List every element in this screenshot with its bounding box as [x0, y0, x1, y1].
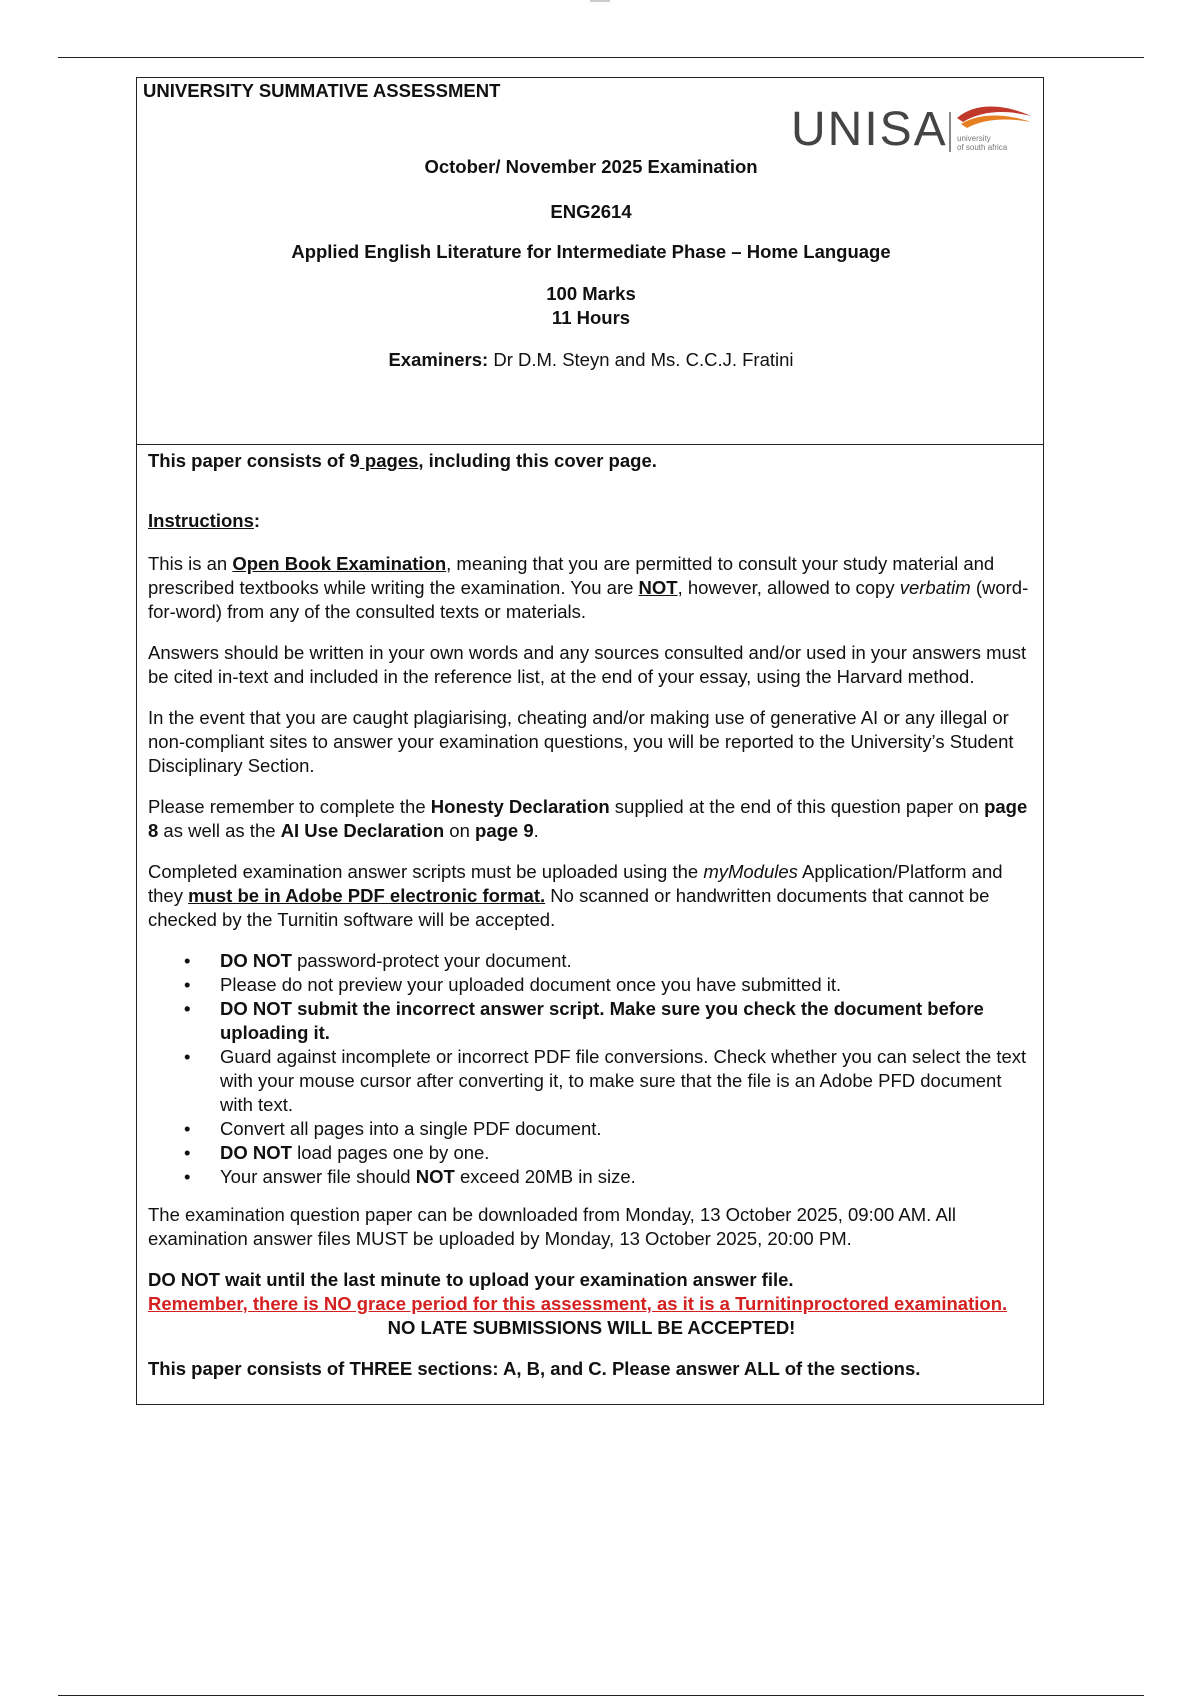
ai-declaration-term: AI Use Declaration	[280, 820, 445, 841]
p5-text-b: Application/Platform and they	[148, 861, 1003, 906]
examiners-names: Dr D.M. Steyn and Ms. C.C.J. Fratini	[488, 349, 794, 370]
not-emphasis: NOT	[638, 577, 678, 598]
unisa-logo	[791, 104, 1029, 156]
p5-text-a: Completed examination answer scripts must be uploaded using the	[148, 861, 704, 882]
p1-text-d: (word-for-word) from any of the consulted texts or materials.	[148, 577, 1029, 622]
list-item: • Please do not preview your uploaded document once you have submitted it.	[220, 973, 1035, 997]
b6-rest: load pages one by one.	[291, 1142, 490, 1163]
total-marks: 100 Marks	[546, 283, 636, 304]
page-top-mark	[590, 0, 610, 2]
list-item	[220, 1165, 1035, 1189]
module-code: ENG2614	[550, 201, 632, 222]
b7-a: Your answer file should	[220, 1166, 416, 1187]
b7-bold: NOT	[415, 1166, 455, 1187]
p4-text-c: as well as the	[158, 820, 281, 841]
page-8-ref: page 8	[148, 796, 1028, 841]
b1-rest: password-protect your document.	[291, 950, 572, 971]
logo-wordmark: UNISA	[791, 103, 948, 156]
p4-text-a: Please remember to complete the	[148, 796, 431, 817]
examiners	[137, 349, 1045, 371]
grace-period-warning: Remember, there is NO grace period for this assessment, as it is a Turnitinproctored examination.	[148, 1293, 1008, 1314]
b6-bold: DO NOT	[220, 1142, 292, 1163]
declaration-paragraph	[148, 795, 1035, 843]
p5-text-c: No scanned or handwritten documents that cannot be checked by the Turnitin software will be accepted.	[148, 885, 990, 930]
list-item: • Convert all pages into a single PDF document.	[220, 1117, 1035, 1141]
examiners-label: Examiners:	[388, 349, 489, 370]
p4-text-e: .	[533, 820, 539, 841]
footer-rule	[58, 1695, 1144, 1696]
logo-sub-line-1: university	[957, 134, 991, 143]
cover-sheet	[136, 77, 1044, 1405]
list-item	[220, 1141, 1035, 1165]
page-9-ref: page 9	[475, 820, 534, 841]
pdf-requirement: must be in Adobe PDF electronic format.	[188, 885, 546, 906]
warning-paragraph	[148, 1268, 1035, 1316]
list-item: • DO NOT submit the incorrect answer script. Make sure you check the document before uploading it.	[220, 997, 1035, 1045]
late-submission-notice: NO LATE SUBMISSIONS WILL BE ACCEPTED!	[387, 1317, 796, 1338]
page-count-suffix: , including this cover page.	[418, 450, 657, 471]
mymodules-term: myModules	[703, 861, 798, 882]
exam-session: October/ November 2025 Examination	[424, 156, 758, 177]
p1-text-b: , meaning that you are permitted to consult your study material and prescribed textbooks while writing the examination. You are	[148, 553, 995, 598]
instructions-heading-text: Instructions	[148, 510, 254, 531]
header-rule	[58, 57, 1144, 58]
p4-text-d: on	[444, 820, 476, 841]
instructions-body	[137, 445, 1043, 1387]
plagiarism-paragraph: In the event that you are caught plagiarising, cheating and/or making use of generative AI or any illegal or non-compliant sites to answer your examination questions, you will be reported to the University’s Student Disciplinary Section.	[148, 707, 1014, 776]
p4-text-b: supplied at the end of this question paper on	[609, 796, 985, 817]
logo-sub-line-2: of south africa	[957, 143, 1008, 152]
logo-divider	[949, 112, 951, 152]
list-item: • Guard against incomplete or incorrect PDF file conversions. Check whether you can select the text with your mouse cursor after converting it, to make sure that the file is an Adobe PFD document with text.	[220, 1045, 1035, 1117]
module-name: Applied English Literature for Intermediate Phase – Home Language	[291, 241, 891, 262]
b1-bold: DO NOT	[220, 950, 292, 971]
upload-format-paragraph	[148, 860, 1035, 932]
instructions-colon: :	[253, 510, 261, 531]
honesty-declaration-term: Honesty Declaration	[430, 796, 610, 817]
page-count-line	[148, 449, 1035, 473]
logo-subtitle	[957, 134, 1007, 152]
p1-text-a: This is an	[148, 553, 233, 574]
p1-text-c: , however, allowed to copy	[677, 577, 900, 598]
assessment-title: UNIVERSITY SUMMATIVE ASSESSMENT	[143, 80, 501, 101]
list-item	[220, 949, 1035, 973]
duration: 11 Hours	[551, 307, 631, 328]
sections-notice: This paper consists of THREE sections: A, B, and C. Please answer ALL of the sections.	[148, 1358, 921, 1379]
page-count-text: This paper consists of 9	[148, 450, 360, 471]
open-book-paragraph	[148, 552, 1035, 624]
upload-window-paragraph: The examination question paper can be downloaded from Monday, 13 October 2025, 09:00 AM. All examination answer files MUST be uploaded by Monday, 13 October 2025, 20:00 PM.	[148, 1204, 957, 1249]
upload-rules-list	[148, 949, 1035, 1189]
verbatim-term: verbatim	[899, 577, 971, 598]
warning-bold: DO NOT wait until the last minute to upload your examination answer file.	[148, 1269, 794, 1290]
logo-swoosh-icon	[955, 104, 1033, 130]
open-book-term: Open Book Examination	[232, 553, 447, 574]
cover-box	[137, 78, 1043, 445]
own-words-paragraph: Answers should be written in your own words and any sources consulted and/or used in your answers must be cited in-text and included in the reference list, at the end of your essay, using the Harvard method.	[148, 642, 1027, 687]
b7-b: exceed 20MB in size.	[454, 1166, 636, 1187]
instructions-heading	[148, 509, 1035, 533]
pages-word: pages	[359, 450, 419, 471]
